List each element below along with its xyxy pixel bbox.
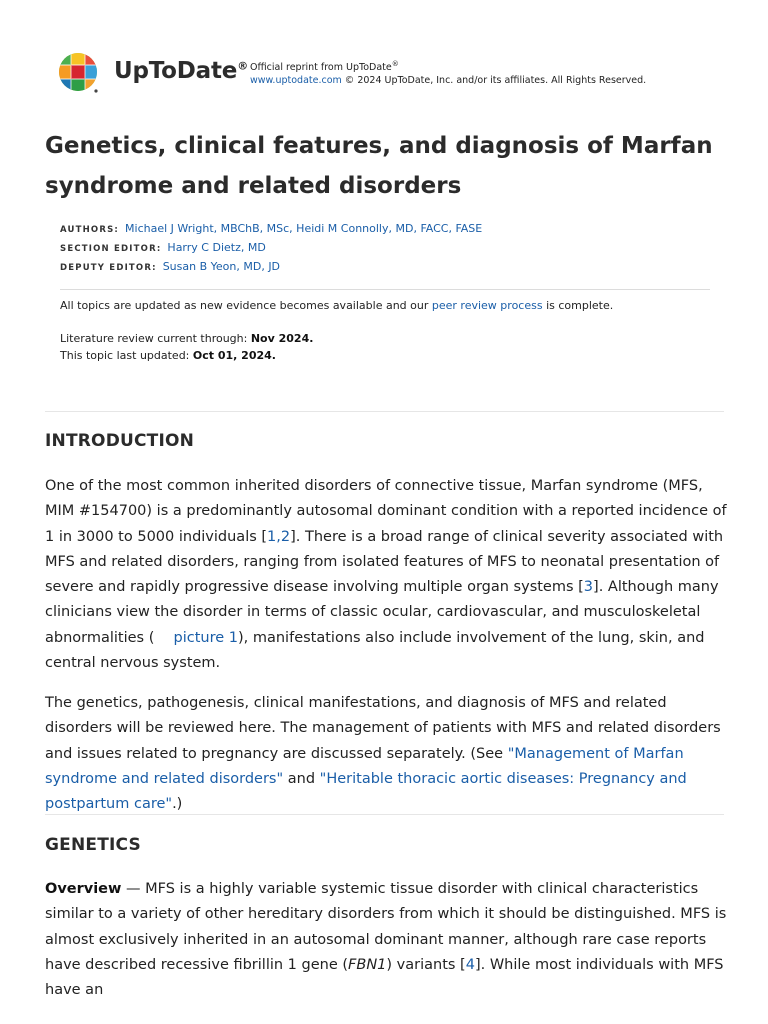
genetics-heading: GENETICS xyxy=(45,835,141,855)
genetics-overview-paragraph: Overview — MFS is a highly variable systemic tissue disorder with clinical characteristics similar to a variety of other hereditary disorders from which it should be distinguished. MFS is almost exclusively inherited in an autosomal dominant manner, although rare case reports have described recessive fibrillin 1 gene (FBN1) variants [4]. While most individuals with MFS have an xyxy=(45,881,727,999)
reference-link[interactable]: 4 xyxy=(465,956,475,973)
reference-link[interactable]: 1,2 xyxy=(267,528,291,545)
uptodate-logo-icon xyxy=(58,52,100,94)
update-notice: All topics are updated as new evidence becomes available and our peer review process is complete. xyxy=(60,299,614,312)
authors-label: AUTHORS: xyxy=(60,225,120,235)
section-divider xyxy=(45,411,724,412)
divider xyxy=(60,289,710,290)
picture-link[interactable]: picture 1 xyxy=(173,629,238,646)
last-updated-date: Oct 01, 2024. xyxy=(192,349,276,362)
section-editor-link[interactable]: Harry C Dietz, MD xyxy=(167,241,266,254)
reference-link[interactable]: 3 xyxy=(583,579,594,596)
introduction-paragraph-2: The genetics, pathogenesis, clinical manifestations, and diagnosis of MFS and related disorders will be reviewed here. The management of patients with MFS and related disorders and issues related to pregnancy are discussed separately. (See "Management of Marfan syndrome and related disorders" and "Heritable thoracic aortic diseases: Pregnancy and postpartum care".) xyxy=(45,695,721,813)
copyright-text: © 2024 UpToDate, Inc. and/or its affiliates. All Rights Reserved. xyxy=(341,75,647,87)
section-editor-label: SECTION EDITOR: xyxy=(60,244,162,254)
management-topic-link[interactable]: "Management of Marfan syndrome and related disorders" xyxy=(45,745,684,787)
deputy-editor-row xyxy=(60,258,482,277)
pregnancy-topic-link[interactable]: "Heritable thoracic aortic diseases: Pregnancy and postpartum care" xyxy=(45,770,687,813)
site-link[interactable]: www.uptodate.com xyxy=(250,75,342,87)
gene-name: FBN1 xyxy=(348,956,387,973)
deputy-editor-link[interactable]: Susan B Yeon, MD, JD xyxy=(162,260,281,273)
introduction-heading: INTRODUCTION xyxy=(45,431,195,451)
literature-review-date: Nov 2024. xyxy=(250,332,314,345)
introduction-paragraph-1: One of the most common inherited disorders of connective tissue, Marfan syndrome (MFS, MIM #154700) is a predominantly autosomal dominant condition with a reported incidence of 1 in 3000 to 5000 individuals [1,2]. There is a broad range of clinical severity associated with MFS and related disorders, ranging from isolated features of MFS to neonatal presentation of severe and rapidly progressive disease involving multiple organ systems [3]. Although many clinicians view the disorder in terms of classic ocular, cardiovascular, and musculoskeletal abnormalities ( picture 1), manifestations also include involvement of the lung, skin, and central nervous system. xyxy=(45,478,727,672)
authors-row xyxy=(60,220,482,239)
header xyxy=(58,52,738,94)
authors-link[interactable]: Michael J Wright, MBChB, MSc, Heidi M Connolly, MD, FACC, FASE xyxy=(125,222,483,235)
overview-label: Overview xyxy=(45,881,122,897)
brand-name: UpToDate® xyxy=(114,58,248,84)
last-updated-line: This topic last updated: Oct 01, 2024. xyxy=(60,349,276,362)
deputy-editor-label: DEPUTY EDITOR: xyxy=(60,263,157,273)
section-editor-row xyxy=(60,239,482,258)
peer-review-link[interactable]: peer review process xyxy=(431,299,543,312)
article-credits xyxy=(60,220,482,277)
page-title: Genetics, clinical features, and diagnosis of Marfan syndrome and related disorders xyxy=(45,133,713,199)
literature-review-line: Literature review current through: Nov 2024. xyxy=(60,332,314,345)
reprint-notice: Official reprint from UpToDate® www.uptodate.com © 2024 UpToDate, Inc. and/or its affiliates. All Rights Reserved. xyxy=(250,60,647,87)
section-divider xyxy=(45,814,724,815)
